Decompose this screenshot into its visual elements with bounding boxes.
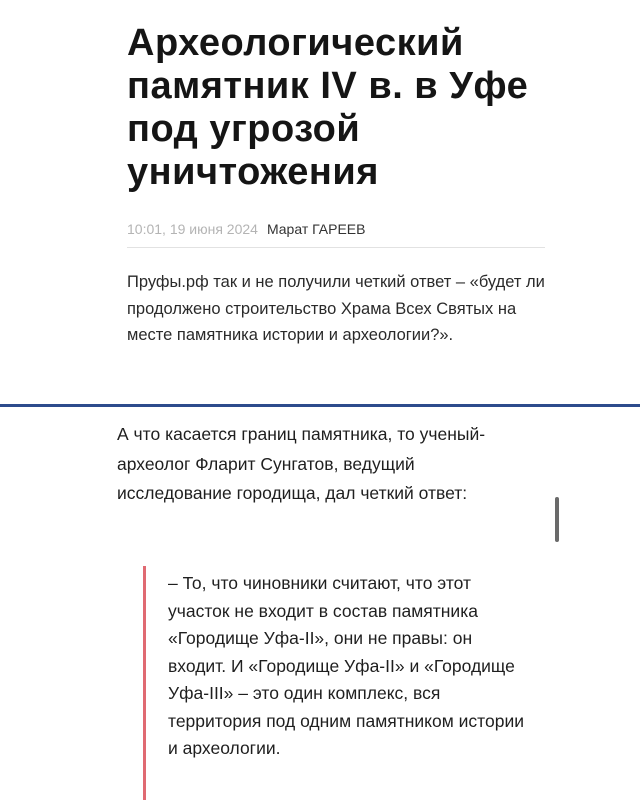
article-paragraph: А что касается границ памятника, то ученый-археолог Фларит Сунгатов, ведущий исследование городища, дал четкий ответ: bbox=[117, 424, 486, 503]
publish-date: 10:01, 19 июня 2024 bbox=[127, 221, 258, 237]
article-header bbox=[127, 22, 545, 349]
section-divider bbox=[0, 404, 640, 407]
quote-text: – То, что чиновники считают, что этот участок не входит в состав памятника «Городище Уфа-II», они не правы: он входит. И «Городище Уфа-II» и «Городище Уфа-III» – это один комплекс, вся территория под одним памятником истории и археологии. bbox=[168, 573, 524, 758]
article-meta bbox=[127, 221, 545, 248]
scrollbar-thumb[interactable] bbox=[555, 497, 559, 542]
author-link[interactable]: Марат ГАРЕЕВ bbox=[266, 221, 366, 237]
article-title: Археологический памятник IV в. в Уфе под угрозой уничтожения bbox=[127, 22, 529, 193]
article-lead: Пруфы.рф так и не получили четкий ответ – «будет ли продолжено строительство Храма Всех Святых на месте памятника истории и археологии?». bbox=[127, 273, 545, 344]
article-quote bbox=[143, 566, 528, 800]
